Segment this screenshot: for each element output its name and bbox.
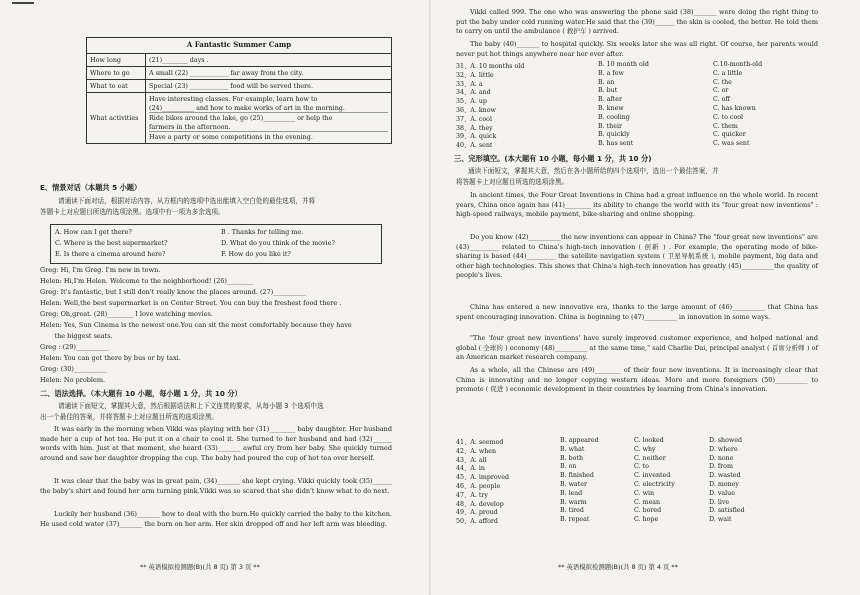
row-content: Special (23) ____________ food will be served there. xyxy=(146,79,392,92)
option[interactable]: B. 10 month old xyxy=(598,61,649,68)
option[interactable]: C. was sent xyxy=(713,140,750,148)
section-iii-heading: 三、完形填空。(本大题有 10 小题，每小题 1 分，共 10 分) xyxy=(454,154,652,163)
question-options xyxy=(456,490,816,499)
dialog-line: Helen: Well,the best supermarket is on Center Street. You can buy the freshest food there . xyxy=(40,299,342,307)
question-options xyxy=(456,437,816,446)
option[interactable]: C. invented xyxy=(634,472,671,480)
summer-camp-table xyxy=(86,37,392,144)
option[interactable]: 47、A. try xyxy=(456,491,488,499)
option[interactable]: C. electricity xyxy=(634,480,675,488)
option[interactable]: C. to xyxy=(634,463,649,471)
passage-paragraph: China has entered a new innovative era, thanks to the large amount of (46)__________ that China has spent encouraging innovation. China is beginning to (47)__________ in innovation in some ways. xyxy=(456,303,818,321)
table-row xyxy=(87,53,392,66)
activity-line: Ride bikes around the lake, go (25)__________ or help the xyxy=(149,113,333,122)
option[interactable]: D. money xyxy=(709,480,739,488)
option[interactable]: B. has sent xyxy=(598,140,634,148)
option[interactable]: 46、A. people xyxy=(456,482,501,490)
option[interactable]: 42、A. when xyxy=(456,447,497,455)
option[interactable]: D. where xyxy=(709,445,738,453)
dialog-line: Greg: Hi, I'm Greg. I'm new in town. xyxy=(40,266,161,274)
question-options xyxy=(456,481,816,490)
option-b: B . Thanks for telling me. xyxy=(221,228,304,236)
option[interactable]: D. live xyxy=(709,498,730,506)
page-footer: ** 英语模拟检测题(B)(共 8 页) 第 3 页 ** xyxy=(140,563,260,571)
option[interactable]: 40、A. sent xyxy=(456,142,493,150)
question-options xyxy=(456,105,816,114)
question-options xyxy=(456,123,816,132)
dialog-line: Helen: No problem. xyxy=(40,376,106,384)
option[interactable]: D. wait xyxy=(709,516,732,524)
option[interactable]: C. bored xyxy=(634,507,662,515)
dialog-line: Helen: You can get there by bus or by taxi. xyxy=(40,354,181,362)
option[interactable]: 34、A. and xyxy=(456,89,491,97)
option[interactable]: 31、A. 10 months old xyxy=(456,63,525,70)
row-label: What activities xyxy=(87,92,146,143)
question-options xyxy=(456,96,816,105)
corner-mark xyxy=(12,2,34,4)
passage-paragraph: It was early in the morning when Vikki was playing with her (31)________ baby daughter. Her husband made her a cup of hot tea. He put it on a chair to cool it. She turned to her husband and had (32)______ words with him. Just at that moment, she heard (33)_______ awful cry from her baby. She quickly turned around and saw her daughter dropping the cup. The baby had poured the cup of hot tea over herself. xyxy=(40,425,392,462)
option[interactable]: C.10-month-old xyxy=(713,61,763,68)
section-ii-heading: 二、语法选择。（本大题有 10 小题，每小题 1 分，共 10 分） xyxy=(40,389,242,398)
option[interactable]: C. quicker xyxy=(713,131,746,139)
row-label: What to eat xyxy=(87,79,146,92)
option[interactable]: D. showed xyxy=(709,437,743,444)
option-d: D. What do you think of the movie? xyxy=(221,239,335,247)
passage-paragraph: Do you know (42)__________the new inventions can appear in China? The "four great new inventions" are (43)_________ related to China's high-tech innovation ( 创新 ) . For example, the operating mode of bike-sharing is based (44)_________ the satellite navigation system ( 卫星导航系统 ), mobile payment, big data and other high technologies. This shows that China's high-tech innovation has greatly (45)__________the quality of people's lives. xyxy=(456,233,818,280)
option[interactable]: B. water xyxy=(560,480,588,488)
option[interactable]: D. wasted xyxy=(709,472,741,480)
row-label: Where to go xyxy=(87,66,146,79)
questions-31-40 xyxy=(456,61,816,149)
option[interactable]: B. after xyxy=(598,96,622,104)
question-options xyxy=(456,61,816,70)
option[interactable]: C. or xyxy=(713,87,729,95)
option[interactable]: D. from xyxy=(709,463,733,471)
option[interactable]: B. what xyxy=(560,445,585,453)
question-options xyxy=(456,87,816,96)
option[interactable]: B. tired xyxy=(560,507,584,515)
passage-paragraph: "The 'four great new inventions' have surely improved customer experience, and helped national and global ( 全球的 ) economy (48)__________ at the same time," said Charlie Dai, principal analyst ( 首席分析师 ) of an American market research company. xyxy=(456,334,818,362)
option-f: F. How do you like it? xyxy=(221,250,291,258)
option[interactable]: B. an xyxy=(598,78,615,86)
question-options xyxy=(456,455,816,464)
option[interactable]: B. but xyxy=(598,87,618,95)
row-content: (21)________ days . xyxy=(146,53,392,66)
option[interactable]: 49、A. proud xyxy=(456,509,498,517)
option[interactable]: B. quickly xyxy=(598,131,630,139)
option[interactable]: B. both xyxy=(560,454,584,462)
section-ii-instruction: 出一个最佳的答案，并将答题卡上对应题目所选的选项涂黑。 xyxy=(40,413,219,421)
passage-paragraph: Vikki called 999. The one who was answering the phone said (38)_______ were doing the right thing to put the baby under cold running water.He said that the (39)______ the skin is cooled, the better. He told them to carry on until the ambulance ( 救护车 ) arrived. xyxy=(456,8,818,36)
option[interactable]: C. looked xyxy=(634,437,664,444)
question-options xyxy=(456,140,816,149)
option[interactable]: B. on xyxy=(560,463,577,471)
option[interactable]: B. knew xyxy=(598,104,624,112)
option[interactable]: C. has known xyxy=(713,104,756,112)
option[interactable]: 50、A. afford xyxy=(456,518,498,526)
activity-line: (24)__________ and how to make works of art in the morning. xyxy=(149,104,388,113)
option-e: E. Is there a cinema around here? xyxy=(55,250,166,258)
option-c: C. Where is the best supermarket? xyxy=(55,239,168,247)
option[interactable]: 36、A. know xyxy=(456,106,496,114)
dialog-line: Greg: It's fantastic, but I still don't really know the places around. (27)__________ xyxy=(40,288,306,296)
page-footer: ** 英语模拟检测题(B)(共 8 页) 第 4 页 ** xyxy=(558,563,678,571)
section-iii-instruction: 通读下面短文，掌握其大意，然后在各小题所给的四个选项中，选出一个最佳答案，并 xyxy=(468,167,719,175)
option[interactable]: 35、A. up xyxy=(456,98,487,106)
table-row xyxy=(87,79,392,92)
row-content: A small (22) ____________ far away from the city. xyxy=(146,66,392,79)
option[interactable]: C. neither xyxy=(634,454,666,462)
row-label: How long xyxy=(87,53,146,66)
section-e-instruction: 请通读下面对话，根据对话内容，从方框内的选项中选出能填入空白处的最佳选项，并将 xyxy=(58,197,316,205)
section-iii-instruction: 将答题卡上对应题目所选的选项涂黑。 xyxy=(456,178,569,186)
question-options xyxy=(456,463,816,472)
option[interactable]: B. finished xyxy=(560,472,594,480)
passage-paragraph: In ancient times, the Four Great Inventions in China had a great influence on the whole world. In recent years, China once again has (41)________ its ability to change the world with its "four great new inventions" : high-speed railways, mobile payment, bike-sharing and online shopping. xyxy=(456,191,818,219)
dialog-options-box xyxy=(50,224,382,264)
passage-paragraph: The baby (40)_______ to hospital quickly. Six weeks later she was all right. Of course, her parents would never put hot things anywhere near her ever after. xyxy=(456,40,818,58)
activity-line: farmers in the afternoon. xyxy=(149,123,388,132)
question-options xyxy=(456,70,816,79)
option[interactable]: D. none xyxy=(709,454,734,462)
question-options xyxy=(456,114,816,123)
option[interactable]: B. a few xyxy=(598,69,624,77)
option[interactable]: C. a little xyxy=(713,69,743,77)
option[interactable]: D. satisfied xyxy=(709,507,745,515)
dialog-line: Helen: Hi,I'm Helen. Welcome to the neighborhood! (26)________ xyxy=(40,277,253,285)
option[interactable]: 39、A. quick xyxy=(456,133,497,141)
option[interactable]: C. hope xyxy=(634,516,659,524)
row-content xyxy=(146,92,392,143)
option[interactable]: C. the xyxy=(713,78,732,86)
option[interactable]: 33、A. a xyxy=(456,80,483,88)
question-options xyxy=(456,446,816,455)
dialog-line: the biggest seats. xyxy=(40,332,113,340)
passage-paragraph: Luckily her husband (36)_______ how to deal with the burn.He quickly carried the baby to the kitchen. He used cold water (37)_______ the burn on her arm. Her skin dropped off and her left arm was bleeding. xyxy=(40,510,392,528)
question-options xyxy=(456,472,816,481)
question-options xyxy=(456,507,816,516)
dialog-line: Greg: (30)__________ xyxy=(40,365,107,373)
question-options xyxy=(456,79,816,88)
question-options xyxy=(456,516,816,525)
option[interactable]: B. cooling xyxy=(598,113,630,121)
passage-paragraph: It was clear that the baby was in great pain, (34)_______ she kept crying. Vikki quickly took (35)______ the baby's shirt and found her arm turning pink.Vikki was so scared that she didn't know what to do next. xyxy=(40,477,392,495)
passage-paragraph: As a whole, all the Chinese are (49)________ of their four new inventions. It is increasingly clear that China is innovating and no longer copying western ideas. More and more foreigners (50)__________ to promote ( 促进 ) economic development in their countries by learning from China's innovation. xyxy=(456,366,818,394)
option[interactable]: C. why xyxy=(634,445,656,453)
table-row xyxy=(87,66,392,79)
option[interactable]: C. mean xyxy=(634,498,661,506)
option[interactable]: 32、A. little xyxy=(456,71,494,79)
option[interactable]: 45、A. improved xyxy=(456,474,509,482)
option[interactable]: D. value xyxy=(709,489,735,497)
option[interactable]: C. to cool xyxy=(713,113,744,121)
dialog-line: Greg : (29)__________ xyxy=(40,343,109,351)
option[interactable]: 41、A. seemed xyxy=(456,439,504,446)
questions-41-50 xyxy=(456,437,816,525)
option[interactable]: B. their xyxy=(598,122,622,130)
table-row xyxy=(87,92,392,143)
section-ii-instruction: 请通读下面短文，掌握其大意，然后根据语法和上下文连贯的要求，从每小题 3 个选项中选 xyxy=(58,402,324,410)
section-e-heading: E、情景对话（本题共 5 小题） xyxy=(40,183,142,192)
option[interactable]: B. lead xyxy=(560,489,583,497)
option[interactable]: B. appeared xyxy=(560,437,599,444)
option[interactable]: C. win xyxy=(634,489,655,497)
exam-page-4 xyxy=(430,0,860,595)
question-options xyxy=(456,499,816,508)
option-a: A. How can I get there? xyxy=(55,228,132,236)
option[interactable]: C. them xyxy=(713,122,738,130)
option[interactable]: B. repeat xyxy=(560,516,590,524)
dialog-line: Greg: Oh,great. (28)________ I love watching movies. xyxy=(40,310,213,318)
option[interactable]: 48、A. develop xyxy=(456,500,504,508)
dialog-line: Helen: Yes, Sun Cinema is the newest one.You can sit the most comfortably because they have xyxy=(40,321,352,329)
camp-table-title: A Fantastic Summer Camp xyxy=(87,38,392,54)
option[interactable]: 44、A. in xyxy=(456,465,485,473)
option[interactable]: 38、A. they xyxy=(456,124,493,132)
section-e-instruction: 答题卡上对应题目所选的选项涂黑。选项中有一项为多余选项。 xyxy=(40,208,225,216)
option[interactable]: B. warm xyxy=(560,498,587,506)
question-options xyxy=(456,131,816,140)
option[interactable]: 37、A. cool xyxy=(456,115,492,123)
activity-line: Have a party or some competitions in the evening. xyxy=(149,132,313,141)
option[interactable]: 43、A. all xyxy=(456,456,487,464)
option[interactable]: C. off xyxy=(713,96,730,104)
activity-line: Have interesting classes. For example, learn how to xyxy=(149,94,318,103)
